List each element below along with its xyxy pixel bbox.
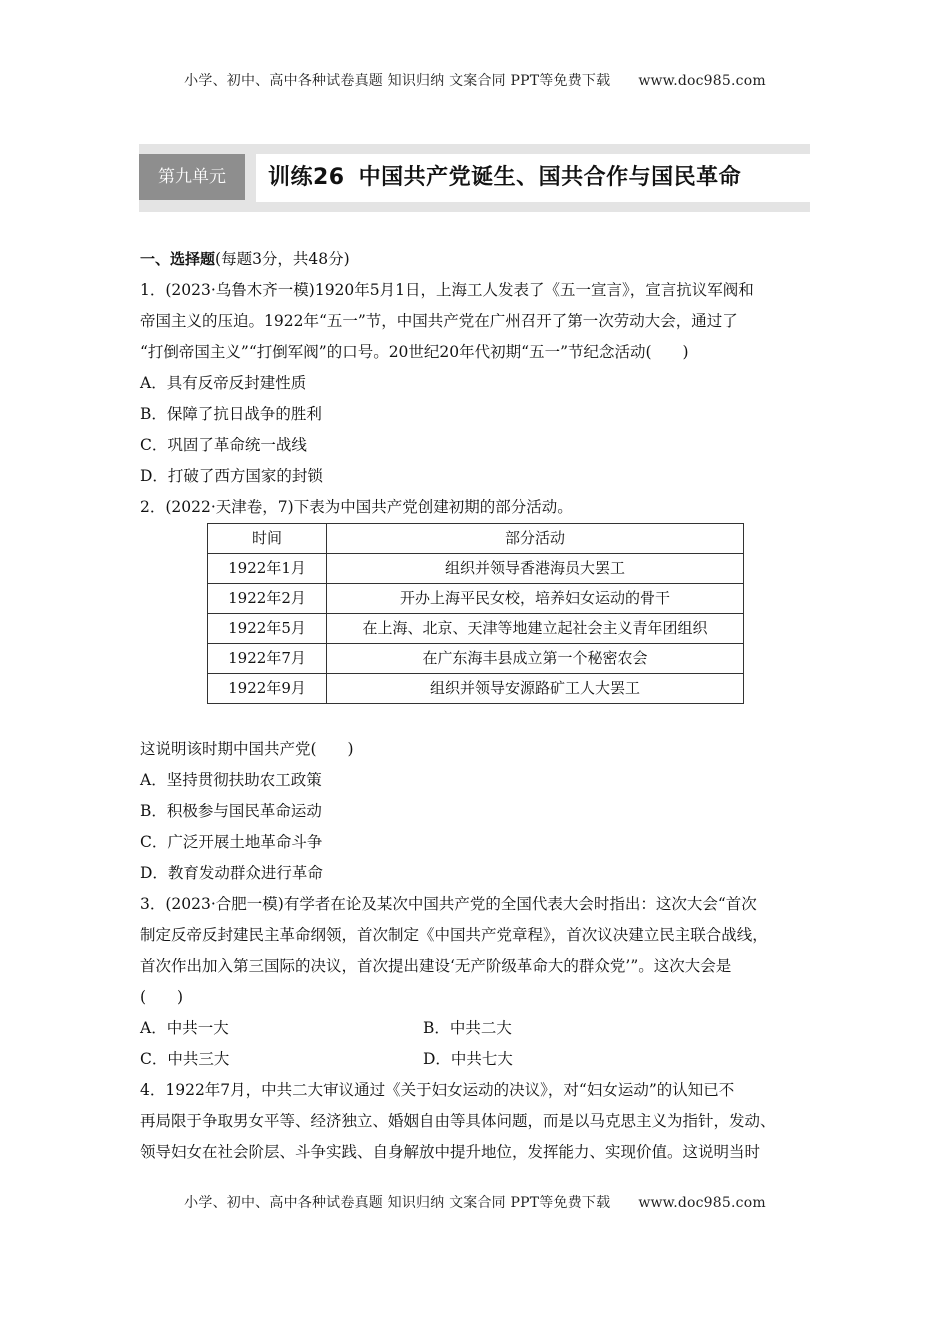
header-url[interactable]: www.doc985.com	[638, 73, 766, 89]
page-title	[268, 154, 741, 202]
q3-line: 3．(2023·合肥一模)有学者在论及某次中国共产党的全国代表大会时指出：这次大会“首次	[140, 895, 757, 913]
q2-option-b[interactable]: B．积极参与国民革命运动	[140, 802, 322, 820]
lesson-number: 训练26	[268, 165, 345, 190]
table-cell-time: 1922年7月	[208, 644, 327, 674]
spacer	[140, 704, 816, 734]
q1-line: “打倒帝国主义”“打倒军阀”的口号。20世纪20年代初期“五一”节纪念活动( )	[140, 343, 689, 361]
exam-content	[140, 244, 816, 1168]
table-cell-activity: 组织并领导安源路矿工人大罢工	[327, 674, 744, 704]
q1-option-a[interactable]: A．具有反帝反封建性质	[140, 374, 307, 392]
page-header	[0, 70, 950, 90]
section-note: (每题3分，共48分)	[215, 250, 350, 268]
table-header-row	[208, 524, 744, 554]
lesson-title: 中国共产党诞生、国共合作与国民革命	[358, 165, 742, 190]
table-row	[208, 614, 744, 644]
q1-option-b[interactable]: B．保障了抗日战争的胜利	[140, 405, 322, 423]
q3-line: 首次作出加入第三国际的决议，首次提出建设‘无产阶级革命大的群众党’”。这次大会是	[140, 957, 732, 975]
q4-line: 再局限于争取男女平等、经济独立、婚姻自由等具体问题，而是以马克思主义为指针，发动、	[140, 1112, 776, 1130]
table-cell-activity: 在广东海丰县成立第一个秘密农会	[327, 644, 744, 674]
section-label: 一、选择题	[140, 250, 216, 268]
unit-banner	[139, 144, 810, 212]
table-cell-activity: 开办上海平民女校，培养妇女运动的骨干	[327, 584, 744, 614]
table-cell-time: 1922年1月	[208, 554, 327, 584]
q3-options-row	[140, 1044, 816, 1075]
table-row	[208, 554, 744, 584]
table-cell-time: 1922年9月	[208, 674, 327, 704]
table-header-activity: 部分活动	[327, 524, 744, 554]
section-heading	[140, 244, 816, 275]
q2-stem: 2．(2022·天津卷，7)下表为中国共产党创建初期的部分活动。	[140, 498, 573, 516]
table-header-time: 时间	[208, 524, 327, 554]
q2-option-a[interactable]: A．坚持贯彻扶助农工政策	[140, 771, 322, 789]
q3-options-row	[140, 1013, 816, 1044]
q2-option-d[interactable]: D．教育发动群众进行革命	[140, 864, 323, 882]
unit-label: 第九单元	[139, 154, 245, 200]
title-box	[256, 154, 810, 202]
q2-question: 这说明该时期中国共产党( )	[140, 740, 354, 758]
q1-option-d[interactable]: D．打破了西方国家的封锁	[140, 467, 323, 485]
q2-option-c[interactable]: C．广泛开展土地革命斗争	[140, 833, 323, 851]
q4-line: 4．1922年7月，中共二大审议通过《关于妇女运动的决议》，对“妇女运动”的认知已不	[140, 1081, 735, 1099]
table-cell-activity: 在上海、北京、天津等地建立起社会主义青年团组织	[327, 614, 744, 644]
q3-option-b[interactable]: B．中共二大	[423, 1019, 512, 1037]
q1-line: 1．(2023·乌鲁木齐一模)1920年5月1日，上海工人发表了《五一宣言》，宣言抗议军阀和	[140, 281, 754, 299]
q3-line: ( )	[140, 988, 184, 1006]
q1-option-c[interactable]: C．巩固了革命统一战线	[140, 436, 307, 454]
table-cell-activity: 组织并领导香港海员大罢工	[327, 554, 744, 584]
header-text: 小学、初中、高中各种试卷真题 知识归纳 文案合同 PPT等免费下载	[184, 73, 611, 89]
q3-option-c[interactable]: C．中共三大	[140, 1050, 230, 1068]
footer-url[interactable]: www.doc985.com	[638, 1195, 766, 1211]
page-footer	[0, 1192, 950, 1212]
q4-line: 领导妇女在社会阶层、斗争实践、自身解放中提升地位，发挥能力、实现价值。这说明当时	[140, 1143, 761, 1161]
table-row	[208, 584, 744, 614]
q1-line: 帝国主义的压迫。1922年“五一”节，中国共产党在广州召开了第一次劳动大会，通过了	[140, 312, 738, 330]
q3-option-a[interactable]: A．中共一大	[140, 1019, 229, 1037]
table-row	[208, 644, 744, 674]
table-cell-time: 1922年2月	[208, 584, 327, 614]
q3-option-d[interactable]: D．中共七大	[423, 1050, 513, 1068]
table-cell-time: 1922年5月	[208, 614, 327, 644]
q3-line: 制定反帝反封建民主革命纲领，首次制定《中国共产党章程》，首次议决建立民主联合战线，	[140, 926, 768, 944]
table-row	[208, 674, 744, 704]
activity-table	[207, 523, 744, 704]
footer-text: 小学、初中、高中各种试卷真题 知识归纳 文案合同 PPT等免费下载	[184, 1195, 611, 1211]
